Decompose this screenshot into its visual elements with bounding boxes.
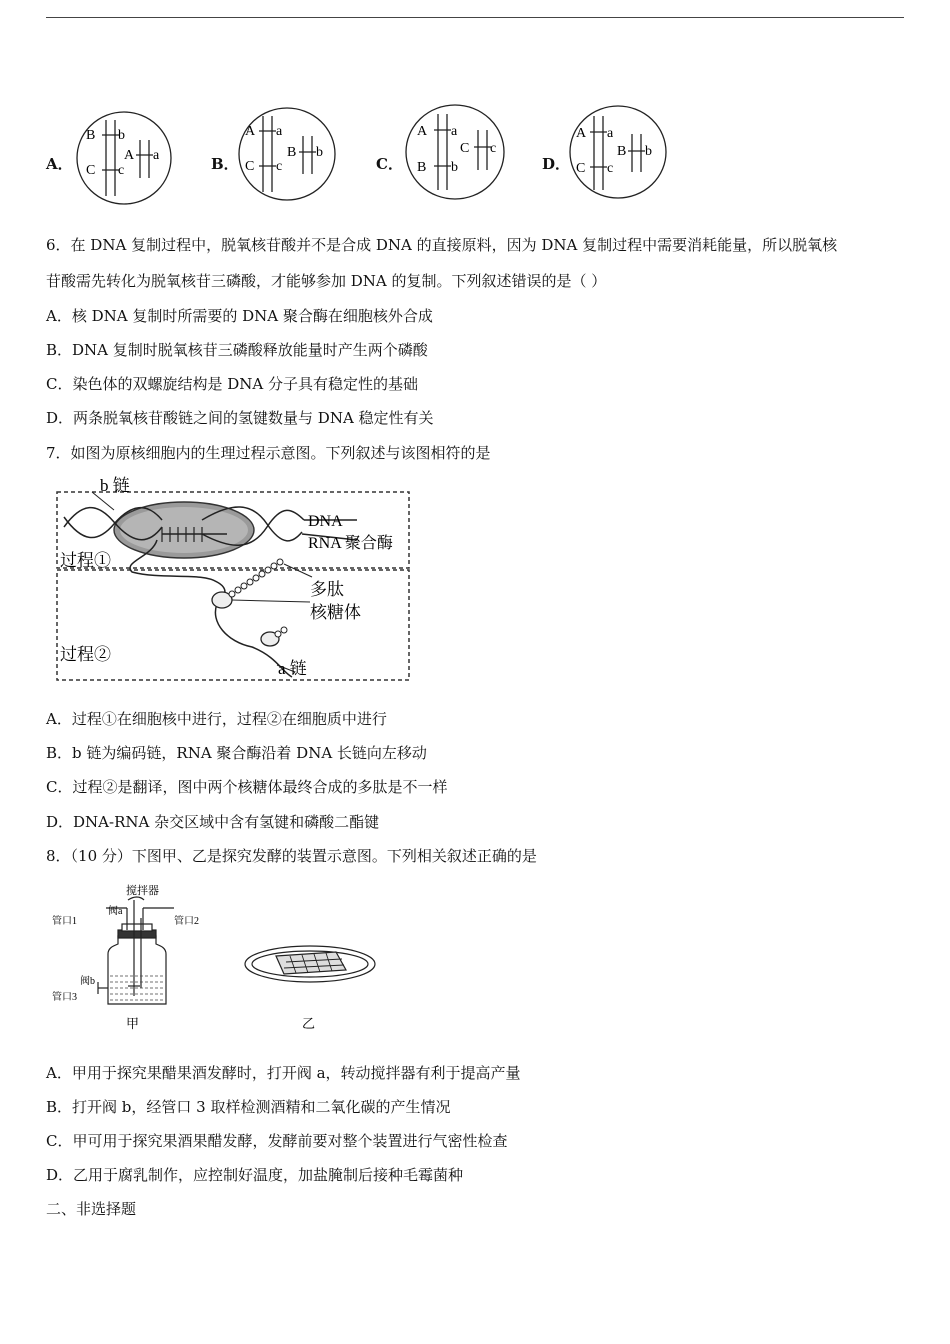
q5-option-c-label: C． xyxy=(376,155,403,173)
q7-label-process2: 过程② xyxy=(60,645,111,664)
q5b-right-right: b xyxy=(316,145,323,160)
q5c-bottom-left: B xyxy=(417,160,427,175)
q5a-right-left: A xyxy=(124,148,135,163)
q5d-bottom-right: c xyxy=(607,161,614,176)
q5-cell-b xyxy=(237,106,337,202)
q5a-top-right: b xyxy=(118,128,125,143)
q5b-top-right: a xyxy=(276,124,283,139)
q5d-right-right: b xyxy=(645,144,652,159)
q5d-top-left: A xyxy=(576,126,587,141)
section-heading: 二、非选择题 xyxy=(46,1200,137,1218)
top-rule xyxy=(46,17,904,18)
q6-option-b: B．DNA 复制时脱氧核苷三磷酸释放能量时产生两个磷酸 xyxy=(46,341,428,359)
q8-label-pipe2: 管口2 xyxy=(174,916,199,927)
q8-label-stirrer: 搅拌器 xyxy=(126,885,159,897)
q8-stem: 8．（10 分）下图甲、乙是探究发酵的装置示意图。下列相关叙述正确的是 xyxy=(46,847,537,865)
q7-stem: 7．如图为原核细胞内的生理过程示意图。下列叙述与该图相符的是 xyxy=(46,444,491,462)
q5c-bottom-right: b xyxy=(451,160,458,175)
q8-label-pipe3: 管口3 xyxy=(52,992,77,1003)
q5c-right-right: c xyxy=(490,141,497,156)
q7-label-rna-polymerase: RNA 聚合酶 xyxy=(308,535,393,552)
q7-label-ribosome: 核糖体 xyxy=(310,603,361,622)
q5-cell-d xyxy=(568,104,668,200)
q5b-bottom-right: c xyxy=(276,159,283,174)
q7-label-process1: 过程① xyxy=(60,551,111,570)
q7-option-c: C．过程②是翻译，图中两个核糖体最终合成的多肽是不一样 xyxy=(46,778,448,796)
q8-label-valve-a: 阀a xyxy=(108,906,123,917)
q7-transcription-figure xyxy=(52,472,414,686)
q7-option-b: B．b 链为编码链，RNA 聚合酶沿着 DNA 长链向左移动 xyxy=(46,744,427,762)
q6-stem-line1: 6．在 DNA 复制过程中，脱氧核苷酸并不是合成 DNA 的直接原料，因为 DNA 复制过程中需要消耗能量，所以脱氧核 xyxy=(46,236,838,254)
q6-option-c: C．染色体的双螺旋结构是 DNA 分子具有稳定性的基础 xyxy=(46,375,418,393)
q5d-top-right: a xyxy=(607,126,614,141)
q7-label-peptide: 多肽 xyxy=(310,580,344,599)
q5c-top-left: A xyxy=(417,124,428,139)
q5a-right-right: a xyxy=(153,148,160,163)
q7-label-b-chain: b 链 xyxy=(100,476,130,495)
q8-label-jia: 甲 xyxy=(126,1016,140,1031)
q6-option-a: A．核 DNA 复制时所需要的 DNA 聚合酶在细胞核外合成 xyxy=(46,307,433,325)
q7-option-d: D．DNA-RNA 杂交区域中含有氢键和磷酸二酯键 xyxy=(46,813,380,831)
q5b-top-left: A xyxy=(245,124,256,139)
q5-option-d-label: D． xyxy=(542,155,571,173)
q8-fermentation-figure xyxy=(46,878,376,1038)
q5-option-a-label: A． xyxy=(46,155,73,173)
q5c-right-left: C xyxy=(460,141,470,156)
q8-option-d: D．乙用于腐乳制作，应控制好温度，加盐腌制后接种毛霉菌种 xyxy=(46,1166,464,1184)
q8-label-valve-b: 阀b xyxy=(80,976,95,987)
q5-cell-c xyxy=(404,102,506,202)
q8-option-a: A．甲用于探究果醋果酒发酵时，打开阀 a，转动搅拌器有利于提高产量 xyxy=(46,1064,521,1082)
q5-option-b-label: B． xyxy=(211,155,239,173)
q7-label-a-chain: a 链 xyxy=(278,659,307,678)
q5d-bottom-left: C xyxy=(576,161,586,176)
q7-option-a: A．过程①在细胞核中进行，过程②在细胞质中进行 xyxy=(46,710,387,728)
q5b-right-left: B xyxy=(287,145,297,160)
q8-label-yi: 乙 xyxy=(302,1016,316,1031)
q5a-top-left: B xyxy=(86,128,96,143)
q5c-top-right: a xyxy=(451,124,458,139)
q6-stem-line2: 苷酸需先转化为脱氧核苷三磷酸，才能够参加 DNA 的复制。下列叙述错误的是（ ） xyxy=(46,272,607,290)
q5d-right-left: B xyxy=(617,144,627,159)
q8-option-c: C．甲可用于探究果酒果醋发酵，发酵前要对整个装置进行气密性检查 xyxy=(46,1132,508,1150)
q6-option-d: D．两条脱氧核苷酸链之间的氢键数量与 DNA 稳定性有关 xyxy=(46,409,434,427)
q7-label-dna: DNA xyxy=(308,513,343,530)
q5-cell-a xyxy=(74,110,174,206)
q5a-bottom-right: c xyxy=(118,163,125,178)
q8-label-pipe1: 管口1 xyxy=(52,916,77,927)
q8-option-b: B．打开阀 b，经管口 3 取样检测酒精和二氧化碳的产生情况 xyxy=(46,1098,451,1116)
q5b-bottom-left: C xyxy=(245,159,255,174)
q5a-bottom-left: C xyxy=(86,163,96,178)
